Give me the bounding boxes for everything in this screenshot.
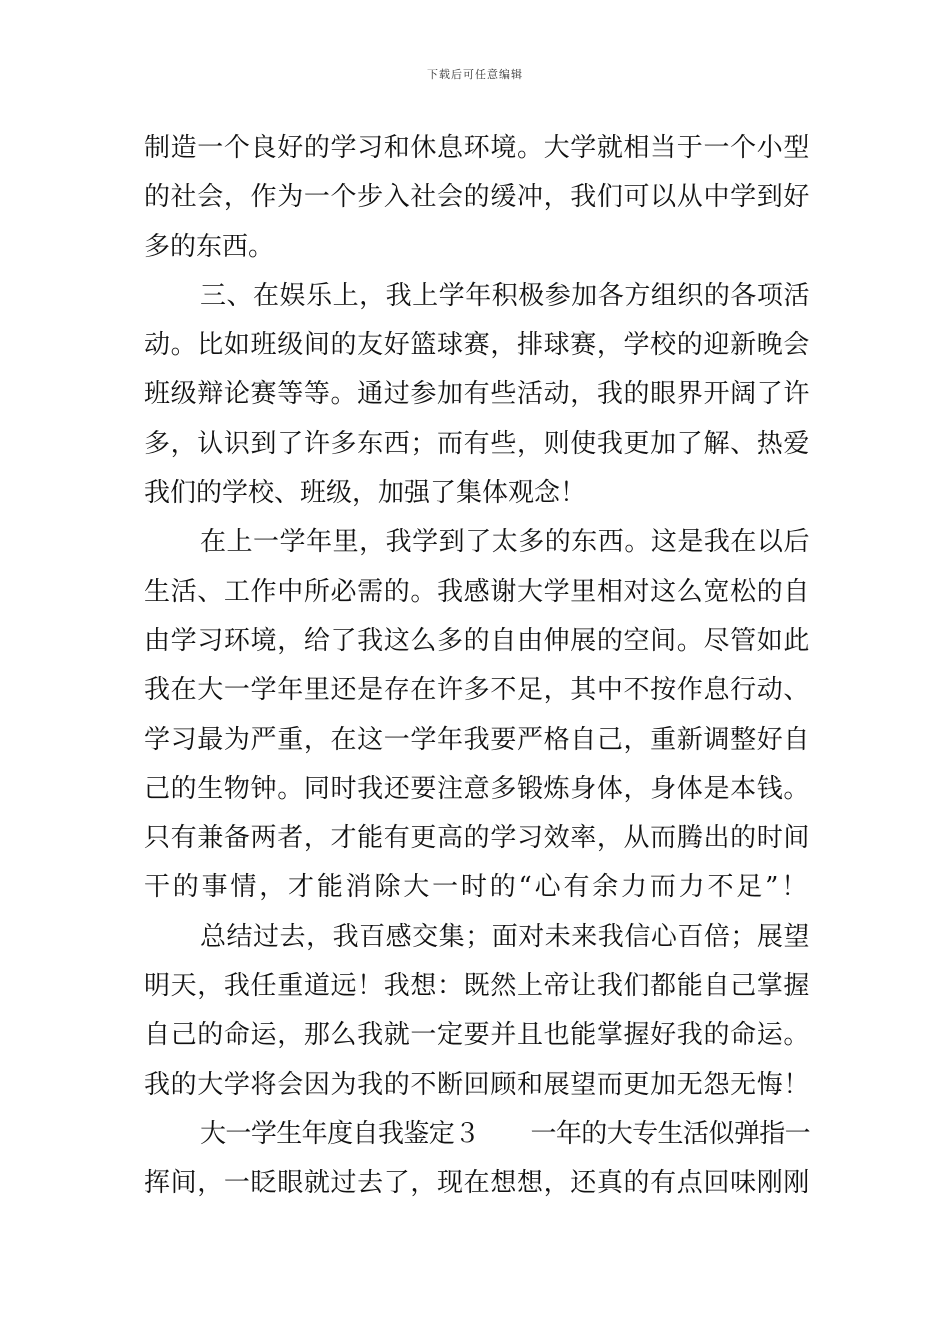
text-line: 我在大一学年里还是存在许多不足，其中不按作息行动、 bbox=[144, 675, 811, 706]
text-line: 在上一学年里，我学到了太多的东西。这是我在以后 bbox=[200, 527, 810, 558]
text-line: 干的事情，才能消除大一时的“心有余力而力不足”！ bbox=[144, 872, 811, 903]
text-line: 只有兼备两者，才能有更高的学习效率，从而腾出的时间 bbox=[144, 823, 811, 854]
text-line: 的社会，作为一个步入社会的缓冲，我们可以从中学到好 bbox=[144, 182, 811, 213]
text-line: 明天，我任重道远！我想：既然上帝让我们都能自己掌握 bbox=[144, 971, 811, 1002]
text-line: 三、在娱乐上，我上学年积极参加各方组织的各项活 bbox=[200, 280, 810, 311]
page-header-note: 下载后可任意编辑 bbox=[427, 68, 523, 81]
text-line: 学习最为严重，在这一学年我要严格自己，重新调整好自 bbox=[144, 724, 811, 755]
text-line: 自己的命运，那么我就一定要并且也能掌握好我的命运。 bbox=[144, 1020, 811, 1051]
text-line: 多，认识到了许多东西；而有些，则使我更加了解、热爱 bbox=[144, 428, 811, 459]
document-body bbox=[144, 124, 810, 1209]
text-line: 我们的学校、班级，加强了集体观念！ bbox=[144, 478, 587, 509]
text-line: 挥间，一眨眼就过去了，现在想想，还真的有点回味刚刚 bbox=[144, 1168, 811, 1199]
text-line: 己的生物钟。同时我还要注意多锻炼身体，身体是本钱。 bbox=[144, 773, 811, 804]
text-line: 多的东西。 bbox=[144, 231, 275, 262]
text-line: 我的大学将会因为我的不断回顾和展望而更加无怨无悔！ bbox=[144, 1069, 811, 1100]
text-line: 大一学生年度自我鉴定３ 一年的大专生活似弹指一 bbox=[200, 1118, 811, 1149]
text-line: 制造一个良好的学习和休息环境。大学就相当于一个小型 bbox=[144, 133, 811, 163]
text-line: 班级辩论赛等等。通过参加有些活动，我的眼界开阔了许 bbox=[144, 379, 811, 410]
text-line: 动。比如班级间的友好篮球赛，排球赛，学校的迎新晚会 bbox=[144, 330, 811, 361]
text-line: 生活、工作中所必需的。我感谢大学里相对这么宽松的自 bbox=[144, 576, 811, 607]
text-line: 由学习环境，给了我这么多的自由伸展的空间。尽管如此 bbox=[144, 625, 811, 656]
text-line: 总结过去，我百感交集；面对未来我信心百倍；展望 bbox=[200, 921, 810, 952]
